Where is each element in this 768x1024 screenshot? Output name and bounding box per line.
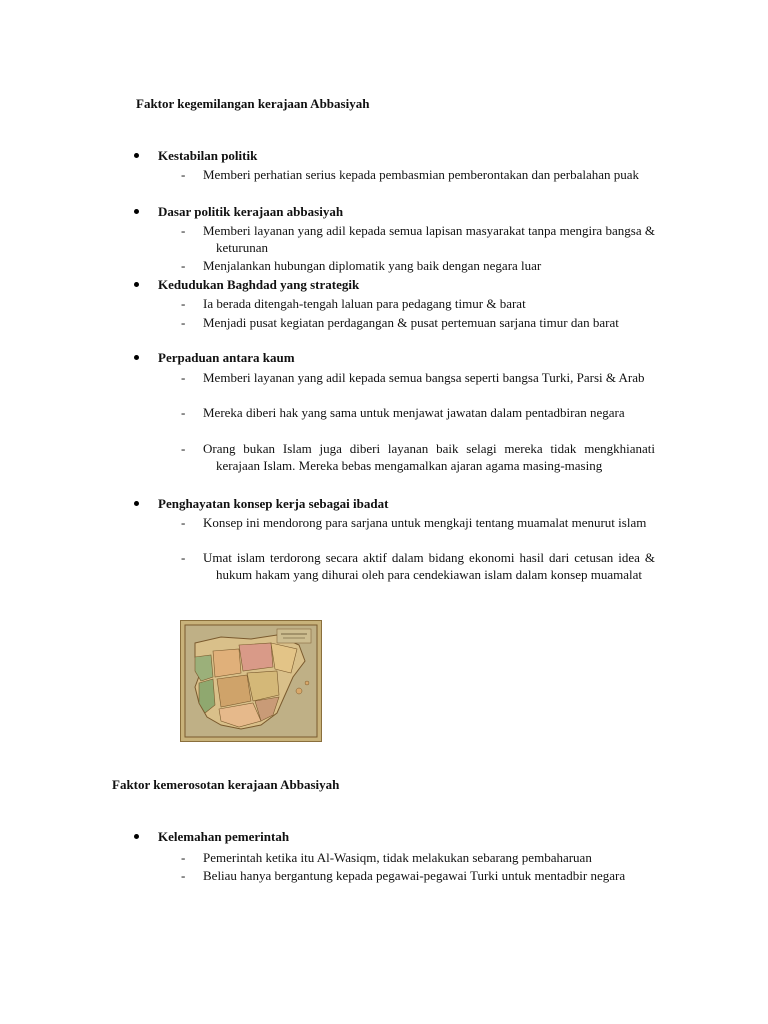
map-illustration-icon: [180, 620, 322, 742]
bullet-label: Kelemahan pemerintah: [158, 829, 290, 844]
bullet-label: Kestabilan politik: [158, 148, 258, 163]
map-svg: [181, 621, 321, 741]
sub-point-text: Mereka diberi hak yang sama untuk menjawat jawatan dalam pentadbiran negara: [203, 405, 625, 420]
sub-point: - Umat islam terdorong secara aktif dalam bidang ekonomi hasil dari cetusan idea & hukum hakam yang dihurai oleh para cendekiawan islam dalam konsep muamalat: [181, 550, 655, 582]
bullet-icon: [134, 834, 139, 839]
sub-point: - Pemerintah ketika itu Al-Wasiqm, tidak melakukan sebarang pembaharuan: [181, 849, 655, 866]
bullet-label: Perpaduan antara kaum: [158, 350, 295, 365]
sub-point-text: Pemerintah ketika itu Al-Wasiqm, tidak melakukan sebarang pembaharuan: [203, 850, 592, 865]
sub-point: - Menjalankan hubungan diplomatik yang baik dengan negara luar: [181, 257, 655, 274]
sub-point: - Konsep ini mendorong para sarjana untuk mengkaji tentang muamalat menurut islam: [181, 514, 655, 531]
bullet-label: Dasar politik kerajaan abbasiyah: [158, 204, 344, 219]
section-title-kegemilangan: Faktor kegemilangan kerajaan Abbasiyah: [136, 96, 370, 111]
sub-point-text: Memberi layanan yang adil kepada semua lapisan masyarakat tanpa mengira bangsa & keturunan: [203, 223, 655, 255]
sub-point: - Ia berada ditengah-tengah laluan para pedagang timur & barat: [181, 295, 655, 312]
bullet-icon: [134, 501, 139, 506]
sub-point-text: Ia berada ditengah-tengah laluan para pedagang timur & barat: [203, 296, 526, 311]
sub-point-text: Orang bukan Islam juga diberi layanan baik selagi mereka tidak mengkhianati kerajaan Islam. Mereka bebas mengamalkan ajaran agama masing-masing: [203, 441, 655, 473]
sub-point-text: Menjadi pusat kegiatan perdagangan & pusat pertemuan sarjana timur dan barat: [203, 315, 619, 330]
sub-point-text: Beliau hanya bergantung kepada pegawai-pegawai Turki untuk mentadbir negara: [203, 868, 626, 883]
sub-point-text: Memberi perhatian serius kepada pembasmian pemberontakan dan perbalahan puak: [203, 167, 640, 182]
sub-point: - Mereka diberi hak yang sama untuk menjawat jawatan dalam pentadbiran negara: [181, 404, 655, 421]
sub-point-text: Umat islam terdorong secara aktif dalam bidang ekonomi hasil dari cetusan idea & hukum hakam yang dihurai oleh para cendekiawan islam dalam konsep muamalat: [203, 550, 655, 582]
bullet-label: Kedudukan Baghdad yang strategik: [158, 277, 360, 292]
sub-point: - Beliau hanya bergantung kepada pegawai-pegawai Turki untuk mentadbir negara: [181, 867, 655, 884]
section-title-kemerosotan: Faktor kemerosotan kerajaan Abbasiyah: [112, 777, 340, 792]
bullet-label: Penghayatan konsep kerja sebagai ibadat: [158, 496, 389, 511]
bullet-icon: [134, 209, 139, 214]
bullet-icon: [134, 282, 139, 287]
bullet-icon: [134, 153, 139, 158]
sub-point-text: Memberi layanan yang adil kepada semua bangsa seperti bangsa Turki, Parsi & Arab: [203, 370, 645, 385]
sub-point: - Memberi perhatian serius kepada pembasmian pemberontakan dan perbalahan puak: [181, 166, 655, 183]
sub-point: - Orang bukan Islam juga diberi layanan baik selagi mereka tidak mengkhianati kerajaan Islam. Mereka bebas mengamalkan ajaran agama masing-masing: [181, 441, 655, 473]
sub-point: - Menjadi pusat kegiatan perdagangan & pusat pertemuan sarjana timur dan barat: [181, 314, 655, 331]
sub-point: - Memberi layanan yang adil kepada semua bangsa seperti bangsa Turki, Parsi & Arab: [181, 369, 655, 386]
sub-point-text: Menjalankan hubungan diplomatik yang baik dengan negara luar: [203, 258, 542, 273]
sub-point-text: Konsep ini mendorong para sarjana untuk mengkaji tentang muamalat menurut islam: [203, 515, 647, 530]
sub-point: - Memberi layanan yang adil kepada semua lapisan masyarakat tanpa mengira bangsa & keturunan: [181, 223, 655, 255]
bullet-icon: [134, 355, 139, 360]
